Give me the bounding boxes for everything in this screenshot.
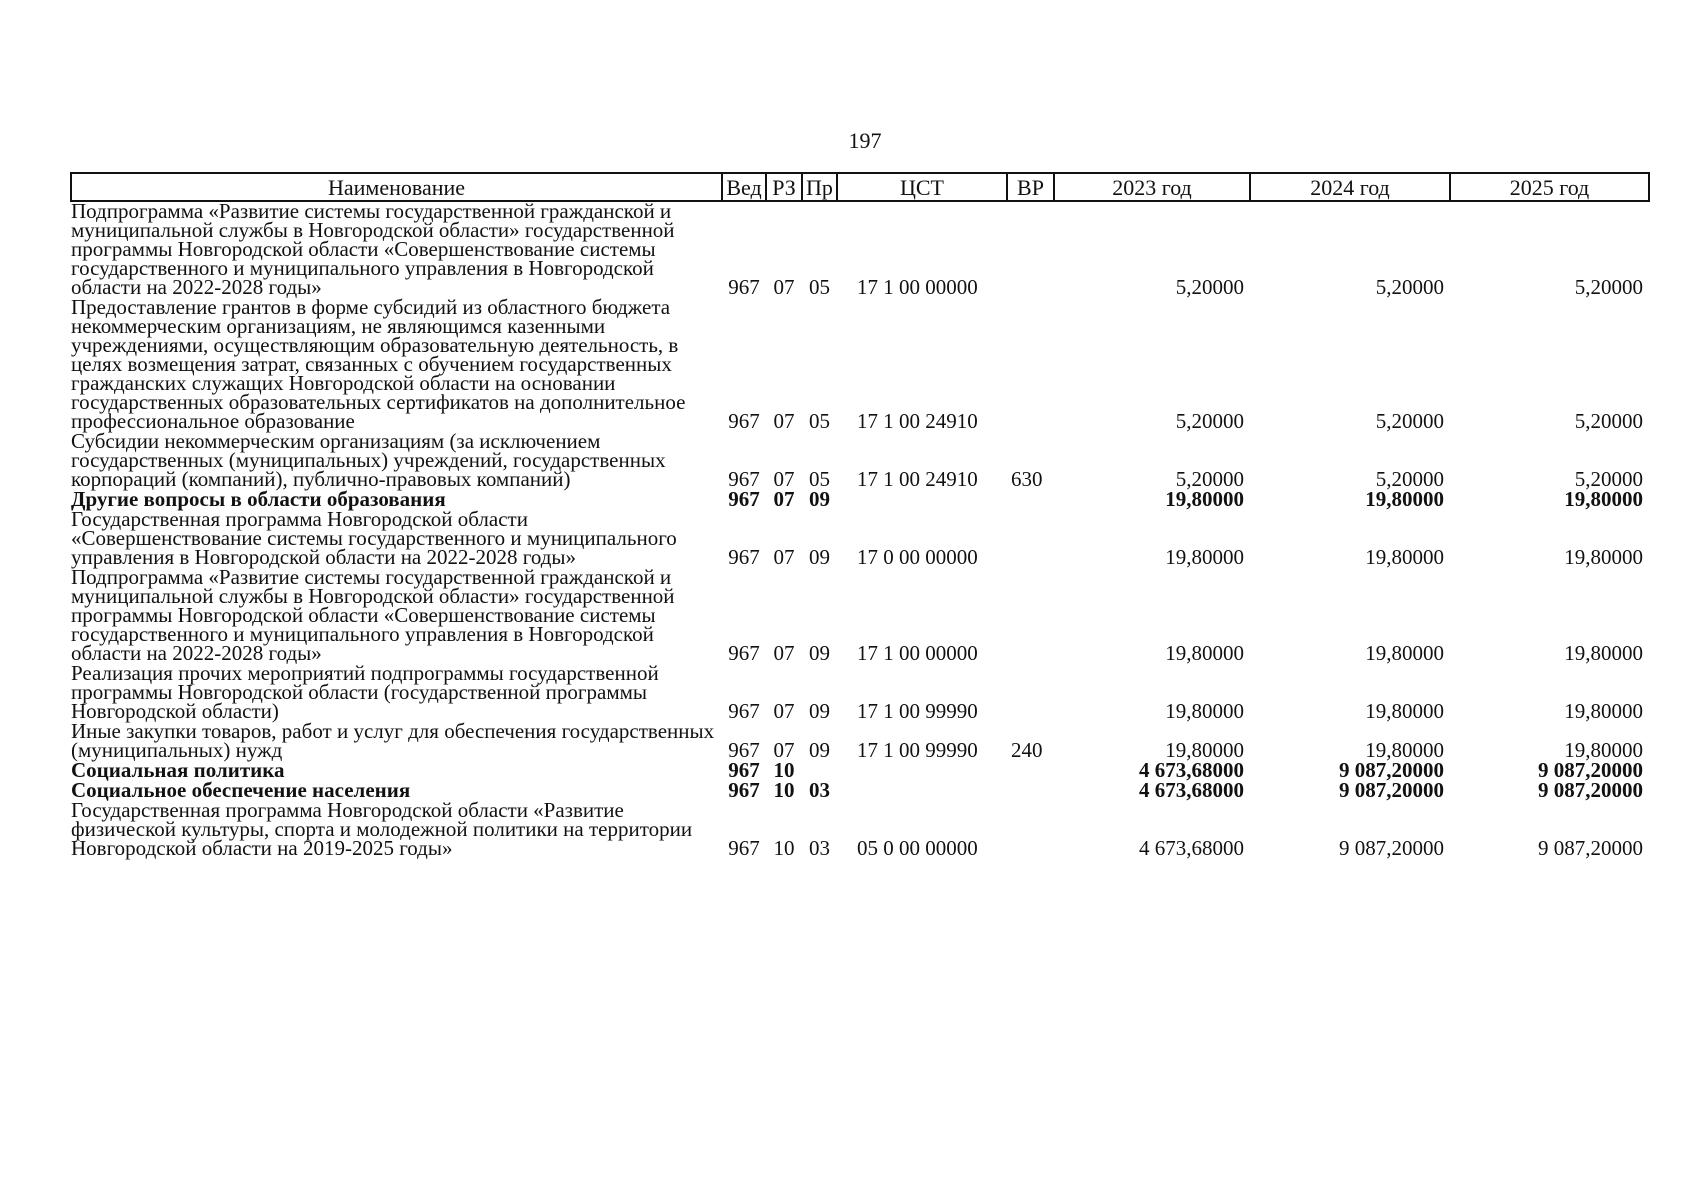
row-name: Другие вопросы в области образования bbox=[71, 487, 446, 511]
header-2025: 2025 год bbox=[1450, 173, 1649, 201]
row-pr: 09 bbox=[809, 699, 830, 723]
row-2024: 19,80000 bbox=[1365, 487, 1444, 511]
row-cst: 17 1 00 24910 bbox=[857, 409, 978, 433]
table-row bbox=[71, 801, 1649, 859]
row-ved: 967 bbox=[728, 641, 760, 665]
row-rz: 07 bbox=[773, 738, 795, 762]
row-vr bbox=[1007, 568, 1054, 664]
row-2025: 5,20000 bbox=[1574, 409, 1643, 433]
row-pr: 05 bbox=[809, 467, 830, 491]
row-2024: 9 087,20000 bbox=[1339, 836, 1444, 860]
row-name: Предоставление грантов в форме субсидий из областного бюджета некоммерческим организациям, не являющимся казенными учреждениями, осуществляющим образовательную деятельность, в целях возмещения затрат, связанных с обучением государственных гражданских служащих Новгородской области на основании государственных образовательных сертификатов на дополнительное профессиональное образование bbox=[71, 295, 686, 433]
row-name: Социальное обеспечение населения bbox=[71, 778, 411, 802]
row-name: Подпрограмма «Развитие системы государственной гражданской и муниципальной службы в Новгородской области» государственной программы Новгородской области «Совершенствование системы государственного и муниципального управления в Новгородской области на 2022-2028 годы» bbox=[71, 199, 675, 299]
row-pr: 05 bbox=[809, 275, 830, 299]
row-cst: 17 1 00 99990 bbox=[857, 738, 978, 762]
row-vr bbox=[1007, 781, 1054, 801]
row-2024: 5,20000 bbox=[1375, 467, 1444, 491]
row-ved: 967 bbox=[728, 275, 760, 299]
row-2024: 19,80000 bbox=[1365, 699, 1444, 723]
row-2025: 19,80000 bbox=[1564, 545, 1643, 569]
row-2025: 9 087,20000 bbox=[1538, 778, 1643, 802]
row-name: Субсидии некоммерческим организациям (за исключением государственных (муниципальных) учреждений, государственных корпораций (компаний), публично-правовых компаний) bbox=[71, 429, 666, 491]
table-row bbox=[71, 510, 1649, 568]
row-name: Реализация прочих мероприятий подпрограммы государственной программы Новгородской области (государственной программы Новгородской области) bbox=[71, 661, 659, 723]
row-rz: 07 bbox=[773, 409, 795, 433]
row-ved: 967 bbox=[728, 699, 760, 723]
row-2024: 19,80000 bbox=[1365, 545, 1444, 569]
row-cst: 05 0 00 00000 bbox=[857, 836, 978, 860]
row-ved: 967 bbox=[728, 487, 760, 511]
row-pr: 09 bbox=[809, 545, 830, 569]
row-2023: 4 673,68000 bbox=[1139, 836, 1244, 860]
row-name: Государственная программа Новгородской области «Развитие физической культуры, спорта и молодежной политики на территории Новгородской области на 2019-2025 годы» bbox=[71, 798, 693, 860]
row-2023: 5,20000 bbox=[1175, 275, 1244, 299]
row-2025: 9 087,20000 bbox=[1538, 836, 1643, 860]
header-vr: ВР bbox=[1007, 173, 1054, 201]
row-2024: 5,20000 bbox=[1375, 409, 1444, 433]
row-cst bbox=[837, 490, 1007, 510]
row-2025: 19,80000 bbox=[1564, 487, 1643, 511]
row-2023: 4 673,68000 bbox=[1139, 758, 1244, 782]
row-vr bbox=[1007, 298, 1054, 432]
row-rz: 07 bbox=[773, 545, 795, 569]
row-vr bbox=[1007, 664, 1054, 722]
row-2024: 9 087,20000 bbox=[1339, 778, 1444, 802]
row-name: Социальная политика bbox=[71, 758, 285, 782]
row-vr bbox=[1007, 801, 1054, 859]
row-2023: 5,20000 bbox=[1175, 467, 1244, 491]
row-name: Государственная программа Новгородской области «Совершенствование системы государственного и муниципального управления в Новгородской области на 2022-2028 годы» bbox=[71, 507, 677, 569]
row-2025: 9 087,20000 bbox=[1538, 758, 1643, 782]
row-cst: 17 0 00 00000 bbox=[857, 545, 978, 569]
table-row bbox=[71, 568, 1649, 664]
row-pr: 03 bbox=[809, 836, 830, 860]
row-rz: 07 bbox=[773, 467, 795, 491]
row-2024: 9 087,20000 bbox=[1339, 758, 1444, 782]
row-rz: 07 bbox=[773, 487, 795, 511]
row-pr: 03 bbox=[809, 778, 830, 802]
row-2025: 5,20000 bbox=[1574, 275, 1643, 299]
row-2023: 4 673,68000 bbox=[1139, 778, 1244, 802]
row-2025: 19,80000 bbox=[1564, 641, 1643, 665]
header-pr: Пр bbox=[802, 173, 837, 201]
row-2023: 19,80000 bbox=[1165, 641, 1244, 665]
page-number: 197 bbox=[848, 128, 882, 153]
row-2025: 5,20000 bbox=[1574, 467, 1643, 491]
row-ved: 967 bbox=[728, 467, 760, 491]
row-rz: 07 bbox=[773, 641, 795, 665]
header-name: Наименование bbox=[71, 173, 722, 201]
row-ved: 967 bbox=[728, 836, 760, 860]
budget-table bbox=[70, 172, 1650, 859]
row-ved: 967 bbox=[728, 545, 760, 569]
row-2024: 5,20000 bbox=[1375, 275, 1444, 299]
row-2023: 19,80000 bbox=[1165, 699, 1244, 723]
row-cst bbox=[837, 761, 1007, 781]
table-row bbox=[71, 298, 1649, 432]
table-row bbox=[71, 201, 1649, 298]
row-vr bbox=[1007, 510, 1054, 568]
row-2024: 19,80000 bbox=[1365, 738, 1444, 762]
row-cst: 17 1 00 24910 bbox=[857, 467, 978, 491]
row-pr: 05 bbox=[809, 409, 830, 433]
table-row bbox=[71, 664, 1649, 722]
row-pr: 09 bbox=[809, 738, 830, 762]
row-vr bbox=[1007, 201, 1054, 298]
row-ved: 967 bbox=[728, 758, 760, 782]
row-rz: 07 bbox=[773, 275, 795, 299]
row-vr bbox=[1007, 490, 1054, 510]
header-ved: Вед bbox=[722, 173, 766, 201]
row-cst bbox=[837, 781, 1007, 801]
row-ved: 967 bbox=[728, 409, 760, 433]
row-vr: 240 bbox=[1011, 738, 1043, 762]
table-row bbox=[71, 432, 1649, 490]
header-2023: 2023 год bbox=[1054, 173, 1250, 201]
table-header-row bbox=[71, 173, 1649, 201]
row-rz: 07 bbox=[773, 699, 795, 723]
row-2023: 19,80000 bbox=[1165, 738, 1244, 762]
row-ved: 967 bbox=[728, 738, 760, 762]
row-pr: 09 bbox=[809, 641, 830, 665]
row-pr: 09 bbox=[809, 487, 830, 511]
row-vr: 630 bbox=[1011, 467, 1043, 491]
header-rz: РЗ bbox=[766, 173, 802, 201]
row-2025: 19,80000 bbox=[1564, 699, 1643, 723]
row-vr bbox=[1007, 761, 1054, 781]
row-rz: 10 bbox=[773, 758, 795, 782]
row-rz: 10 bbox=[773, 778, 795, 802]
row-2023: 19,80000 bbox=[1165, 545, 1244, 569]
row-2024: 19,80000 bbox=[1365, 641, 1444, 665]
row-cst: 17 1 00 00000 bbox=[857, 275, 978, 299]
row-name: Иные закупки товаров, работ и услуг для обеспечения государственных (муниципальных) нужд bbox=[71, 719, 715, 762]
row-cst: 17 1 00 00000 bbox=[857, 641, 978, 665]
header-cst: ЦСТ bbox=[837, 173, 1007, 201]
row-ved: 967 bbox=[728, 778, 760, 802]
row-2023: 19,80000 bbox=[1165, 487, 1244, 511]
header-2024: 2024 год bbox=[1250, 173, 1450, 201]
table-row bbox=[71, 722, 1649, 761]
row-cst: 17 1 00 99990 bbox=[857, 699, 978, 723]
row-rz: 10 bbox=[773, 836, 795, 860]
row-2023: 5,20000 bbox=[1175, 409, 1244, 433]
row-name: Подпрограмма «Развитие системы государственной гражданской и муниципальной службы в Новгородской области» государственной программы Новгородской области «Совершенствование системы государственного и муниципального управления в Новгородской области на 2022-2028 годы» bbox=[71, 565, 675, 665]
row-2025: 19,80000 bbox=[1564, 738, 1643, 762]
